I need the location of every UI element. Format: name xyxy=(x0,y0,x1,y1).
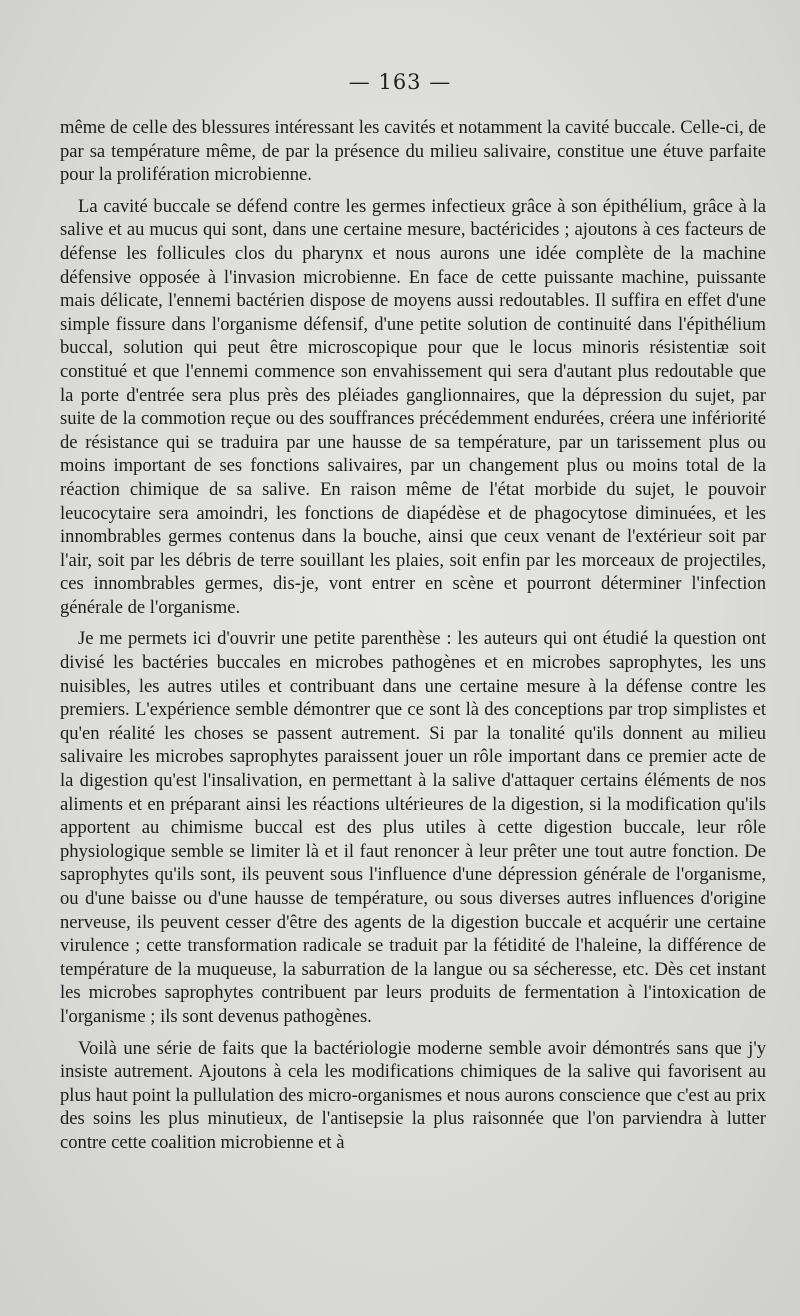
page-number: — 163 — xyxy=(348,70,452,94)
paragraph-4: Voilà une série de faits que la bactériologie moderne semble avoir démontrés sans que j'y insiste autrement. Ajoutons à cela les modifications chimiques de la salive qui favorisent au plus haut point la pullulation des micro-organismes et nous aurons conscience que c'est au prix des soins les plus minutieux, de l'antisepsie la plus raisonnée que l'on parviendra à lutter contre cette coalition microbienne et à xyxy=(60,1037,766,1153)
paragraph-2: La cavité buccale se défend contre les germes infectieux grâce à son épithélium, grâce à la salive et au mucus qui sont, dans une certaine mesure, bactéricides ; ajoutons à ces facteurs de défense les follicules clos du pharynx et nous aurons une idée complète de la machine défensive opposée à l'invasion microbienne. En face de cette puissante machine, puissante mais délicate, l'ennemi bactérien dispose de moyens aussi redoutables. Il suffira en effet d'une simple fissure dans l'organisme défensif, d'une petite solution de continuité dans l'épithélium buccal, solution qui peut être microscopique pour que le locus minoris résistentiæ soit constitué et que l'ennemi commence son envahissement qui sera d'autant plus redoutable que la porte d'entrée sera plus près des pléiades ganglionnaires, que la dépression du sujet, par suite de la commotion reçue ou des souffrances précédemment endurées, créera une infériorité de résistance qui se traduira par une hausse de sa température, par un tarissement plus ou moins important de ses fonctions salivaires, par un changement plus ou moins total de la réaction chimique de sa salive. En raison même de l'état morbide du sujet, le pouvoir leucocytaire sera amoindri, les fonctions de diapédèse et de phagocytose diminuées, et les innombrables germes contenus dans la bouche, ainsi que ceux venant de l'extérieur soit par l'air, soit par les débris de terre souillant les plaies, soit enfin par les morceaux de projectiles, ces innombrables germes, dis-je, vont entrer en scène et pourront déterminer l'infection générale de l'organisme. xyxy=(60,195,766,618)
paragraph-1: même de celle des blessures intéressant les cavités et notamment la cavité buccale. Celle-ci, de par sa température même, de par la présence du milieu salivaire, constitue une étuve parfaite pour la prolifération microbienne. xyxy=(60,117,766,186)
body-text xyxy=(60,116,766,1163)
paragraph-3: Je me permets ici d'ouvrir une petite parenthèse : les auteurs qui ont étudié la question ont divisé les bactéries buccales en microbes pathogènes et en microbes saprophytes, les uns nuisibles, les autres utiles et contribuant dans une certaine mesure à la défense contre les premiers. L'expérience semble démontrer que ce sont là des conceptions par trop simplistes et qu'en réalité les choses se passent autrement. Si par la tonalité qu'ils donnent au milieu salivaire les microbes saprophytes paraissent jouer un rôle important dans ce premier acte de la digestion qu'est l'insalivation, en permettant à la salive d'attaquer certains éléments de nos aliments et en préparant ainsi les réactions ultérieures de la digestion, si la modification qu'ils apportent au chimisme buccal est des plus utiles à cette digestion buccale, leur rôle physiologique semble se limiter là et il faut renoncer à leur prêter une tout autre fonction. De saprophytes qu'ils sont, ils peuvent sous l'influence d'une dépression générale de l'organisme, ou d'une baisse ou d'une hausse de température, ou sous diverses autres influences d'origine nerveuse, ils peuvent cesser d'être des agents de la digestion buccale et acquérir une certaine virulence ; cette transformation radicale se traduit par la fétidité de l'haleine, la différence de température de la muqueuse, la saburration de la langue ou sa sécheresse, etc. Dès cet instant les microbes saprophytes contribuent par leurs produits de fermentation à l'intoxication de l'organisme ; ils sont devenus pathogènes. xyxy=(60,628,766,1027)
